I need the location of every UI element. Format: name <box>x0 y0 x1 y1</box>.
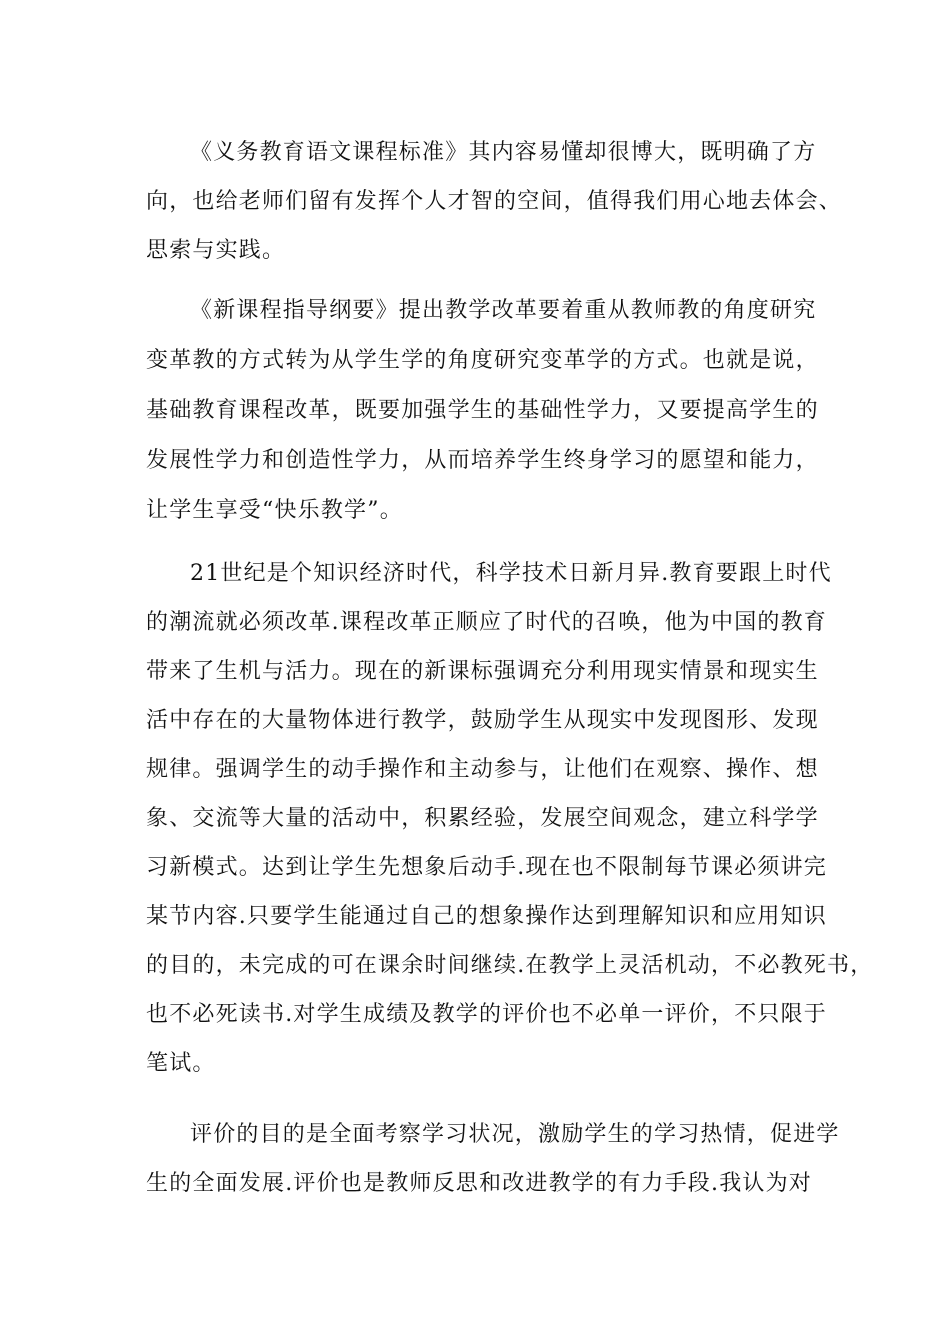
paragraph-3-line-3: 带来了生机与活力。现在的新课标强调充分利用现实情景和现实生 <box>146 659 819 684</box>
paragraph-4-line-1: 评价的目的是全面考察学习状况，激励学生的学习热情，促进学 <box>190 1122 840 1147</box>
paragraph-4-line-2: 生的全面发展.评价也是教师反思和改进教学的有力手段.我认为对 <box>146 1171 812 1196</box>
paragraph-3-line-11: 笔试。 <box>146 1051 216 1076</box>
paragraph-3-line-7: 习新模式。达到让学生先想象后动手.现在也不限制每节课必须讲完 <box>146 855 827 880</box>
paragraph-1-line-2: 向，也给老师们留有发挥个人才智的空间，值得我们用心地去体会、 <box>146 189 843 214</box>
paragraph-3-line-1: 21世纪是个知识经济时代，科学技术日新月异.教育要跟上时代 <box>190 561 832 586</box>
paragraph-2-line-1: 《新课程指导纲要》提出教学改革要着重从教师教的角度研究 <box>190 298 817 323</box>
paragraph-2-line-3: 基础教育课程改革，既要加强学生的基础性学力，又要提高学生的 <box>146 398 819 423</box>
paragraph-2-line-2: 变革教的方式转为从学生学的角度研究变革学的方式。也就是说， <box>146 348 819 373</box>
paragraph-2-line-5: 让学生享受“快乐教学”。 <box>146 498 403 523</box>
paragraph-2-line-4: 发展性学力和创造性学力，从而培养学生终身学习的愿望和能力， <box>146 448 819 473</box>
paragraph-3-line-6: 象、交流等大量的活动中，积累经验，发展空间观念，建立科学学 <box>146 806 819 831</box>
paragraph-3-line-2: 的潮流就必须改革.课程改革正顺应了时代的召唤，他为中国的教育 <box>146 610 827 635</box>
paragraph-3-line-9: 的目的，未完成的可在课余时间继续.在教学上灵活机动，不必教死书， <box>146 953 874 978</box>
paragraph-3-line-10: 也不必死读书.对学生成绩及教学的评价也不必单一评价，不只限于 <box>146 1002 827 1027</box>
paragraph-1-line-1: 《义务教育语文课程标准》其内容易懂却很博大，既明确了方 <box>190 140 817 165</box>
paragraph-3-line-5: 规律。强调学生的动手操作和主动参与，让他们在观察、操作、想 <box>146 757 819 782</box>
paragraph-3-line-4: 活中存在的大量物体进行教学，鼓励学生从现实中发现图形、发现 <box>146 708 819 733</box>
paragraph-1-line-3: 思索与实践。 <box>146 238 286 263</box>
paragraph-3-line-8: 某节内容.只要学生能通过自己的想象操作达到理解知识和应用知识 <box>146 904 827 929</box>
